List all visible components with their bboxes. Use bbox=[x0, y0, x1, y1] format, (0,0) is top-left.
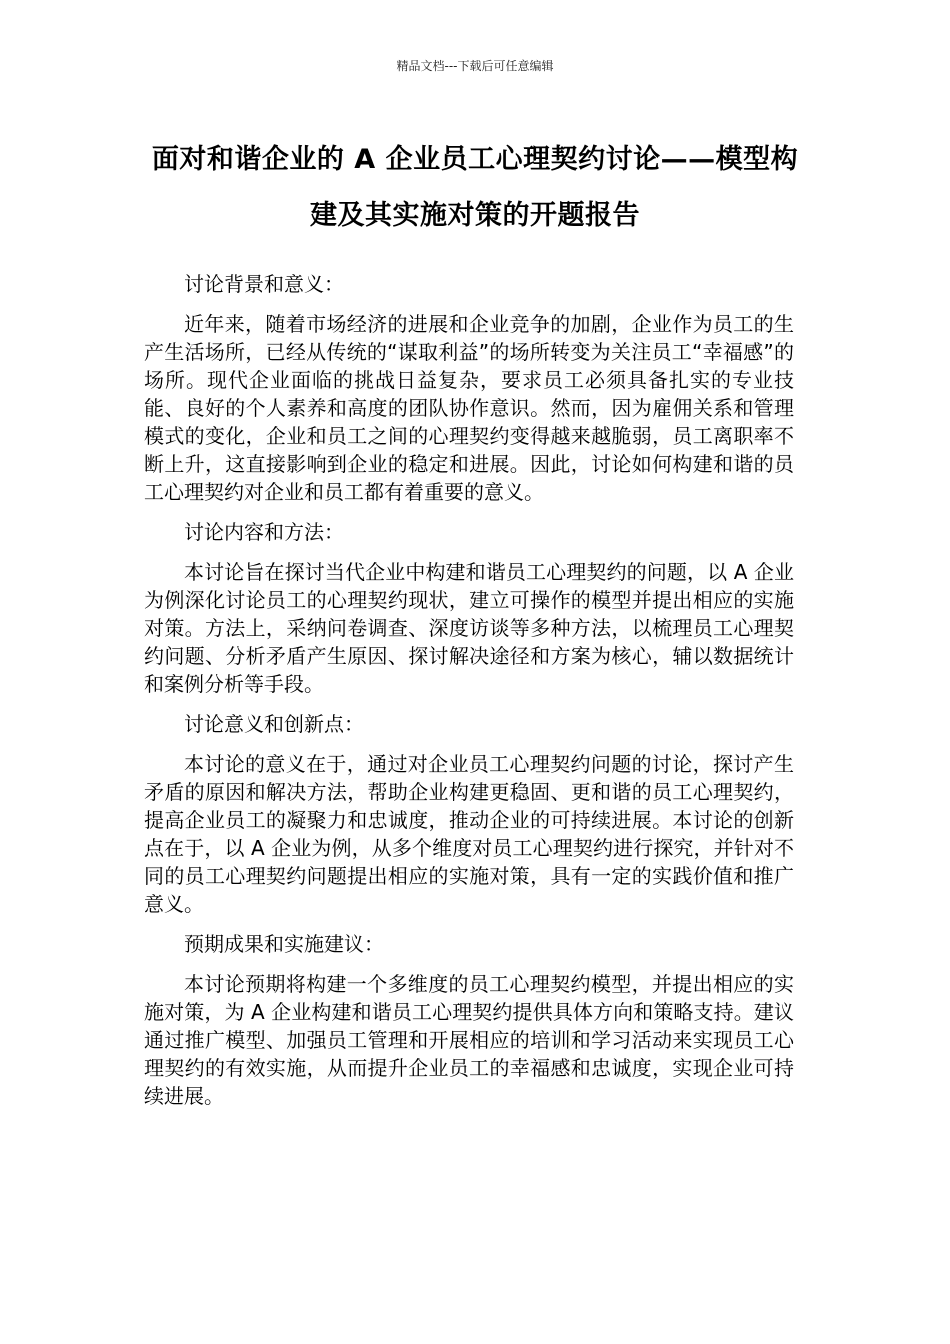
section-paragraph: 近年来，随着市场经济的进展和企业竞争的加剧，企业作为员工的生产生活场所，已经从传统的“谋取利益”的场所转变为关注员工“幸福感”的场所。现代企业面临的挑战日益复杂，要求员工必须具备扎实的专业技能、良好的个人素养和高度的团队协作意识。然而，因为雇佣关系和管理模式的变化，企业和员工之间的心理契约变得越来越脆弱，员工离职率不断上升，这直接影响到企业的稳定和进展。因此，讨论如何构建和谐的员工心理契约对企业和员工都有着重要的意义。 bbox=[144, 312, 794, 504]
section-paragraph: 本讨论的意义在于，通过对企业员工心理契约问题的讨论，探讨产生矛盾的原因和解决方法，帮助企业构建更稳固、更和谐的员工心理契约，提高企业员工的凝聚力和忠诚度，推动企业的可持续进展。本讨论的创新点在于，以 A 企业为例，从多个维度对员工心理契约进行探究，并针对不同的员工心理契约问题提出相应的实施对策，具有一定的实践价值和推广意义。 bbox=[144, 752, 794, 916]
section-paragraph: 本讨论旨在探讨当代企业中构建和谐员工心理契约的问题，以 A 企业为例深化讨论员工的心理契约现状，建立可操作的模型并提出相应的实施对策。方法上，采纳问卷调查、深度访谈等多种方法，以梳理员工心理契约问题、分析矛盾产生原因、探讨解决途径和方案为核心，辅以数据统计和案例分析等手段。 bbox=[144, 560, 794, 696]
section-background bbox=[144, 270, 794, 506]
section-heading: 讨论背景和意义： bbox=[184, 272, 344, 296]
document-title: 面对和谐企业的 A 企业员工心理契约讨论——模型构建及其实施对策的开题报告 bbox=[151, 144, 799, 231]
section-content-method bbox=[144, 518, 794, 698]
section-heading: 讨论意义和创新点： bbox=[184, 712, 364, 736]
section-heading: 讨论内容和方法： bbox=[184, 520, 344, 544]
section-significance-innovation bbox=[144, 710, 794, 918]
document-body bbox=[144, 270, 794, 1122]
section-expected-results bbox=[144, 930, 794, 1110]
section-paragraph: 本讨论预期将构建一个多维度的员工心理契约模型，并提出相应的实施对策，为 A 企业构建和谐员工心理契约提供具体方向和策略支持。建议通过推广模型、加强员工管理和开展相应的培训和学习活动来实现员工心理契约的有效实施，从而提升企业员工的幸福感和忠诚度，实现企业可持续进展。 bbox=[144, 972, 794, 1108]
header-note: 精品文档---下载后可任意编辑 bbox=[396, 59, 554, 73]
section-heading: 预期成果和实施建议： bbox=[184, 932, 384, 956]
